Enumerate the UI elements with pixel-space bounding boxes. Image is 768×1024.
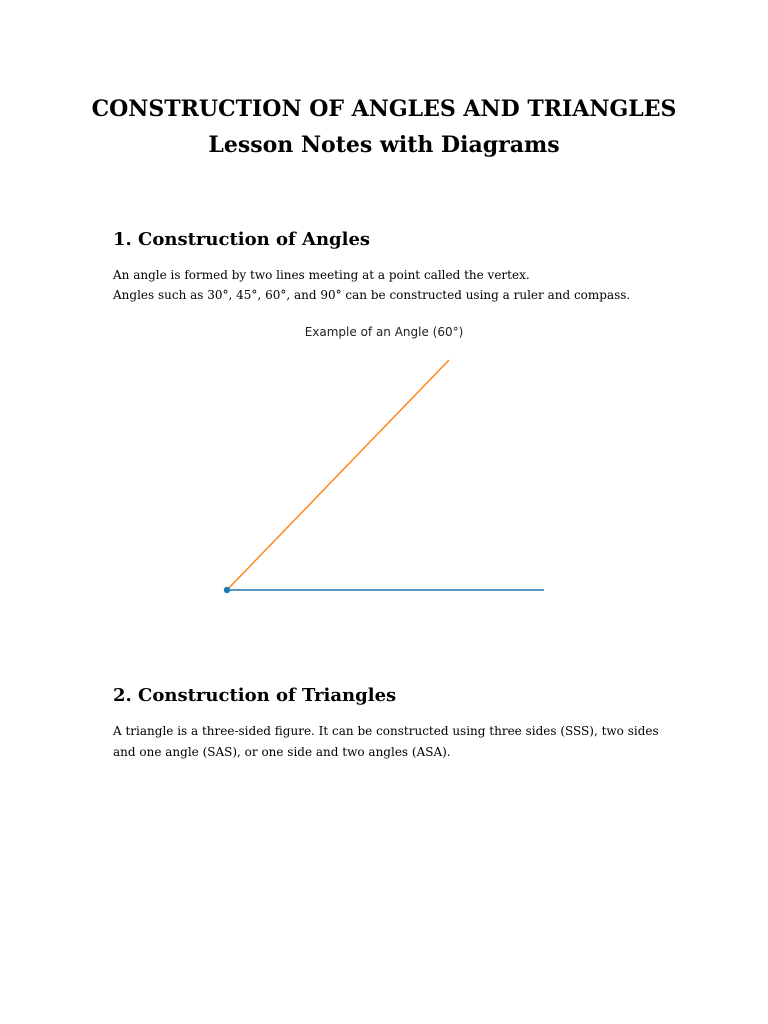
section-heading-angles: 1. Construction of Angles — [113, 229, 371, 250]
angles-paragraph-line-1: An angle is formed by two lines meeting at a point called the vertex. — [113, 268, 530, 282]
angles-paragraph-line-2: Angles such as 30°, 45°, 60°, and 90° can be constructed using a ruler and compass. — [113, 288, 631, 302]
angle-diagram — [180, 318, 590, 618]
angle-diagram-title: Example of an Angle (60°) — [304, 325, 464, 339]
triangles-paragraph: A triangle is a three-sided figure. It can be constructed using three sides (SSS), two sides and one angle (SAS), or one side and two angles (ASA). — [113, 724, 659, 759]
document-title: CONSTRUCTION OF ANGLES AND TRIANGLES — [91, 96, 677, 122]
section-heading-triangles: 2. Construction of Triangles — [113, 685, 397, 706]
vertex-point — [224, 587, 230, 593]
document-subtitle: Lesson Notes with Diagrams — [208, 132, 560, 158]
angled-ray — [227, 360, 449, 590]
